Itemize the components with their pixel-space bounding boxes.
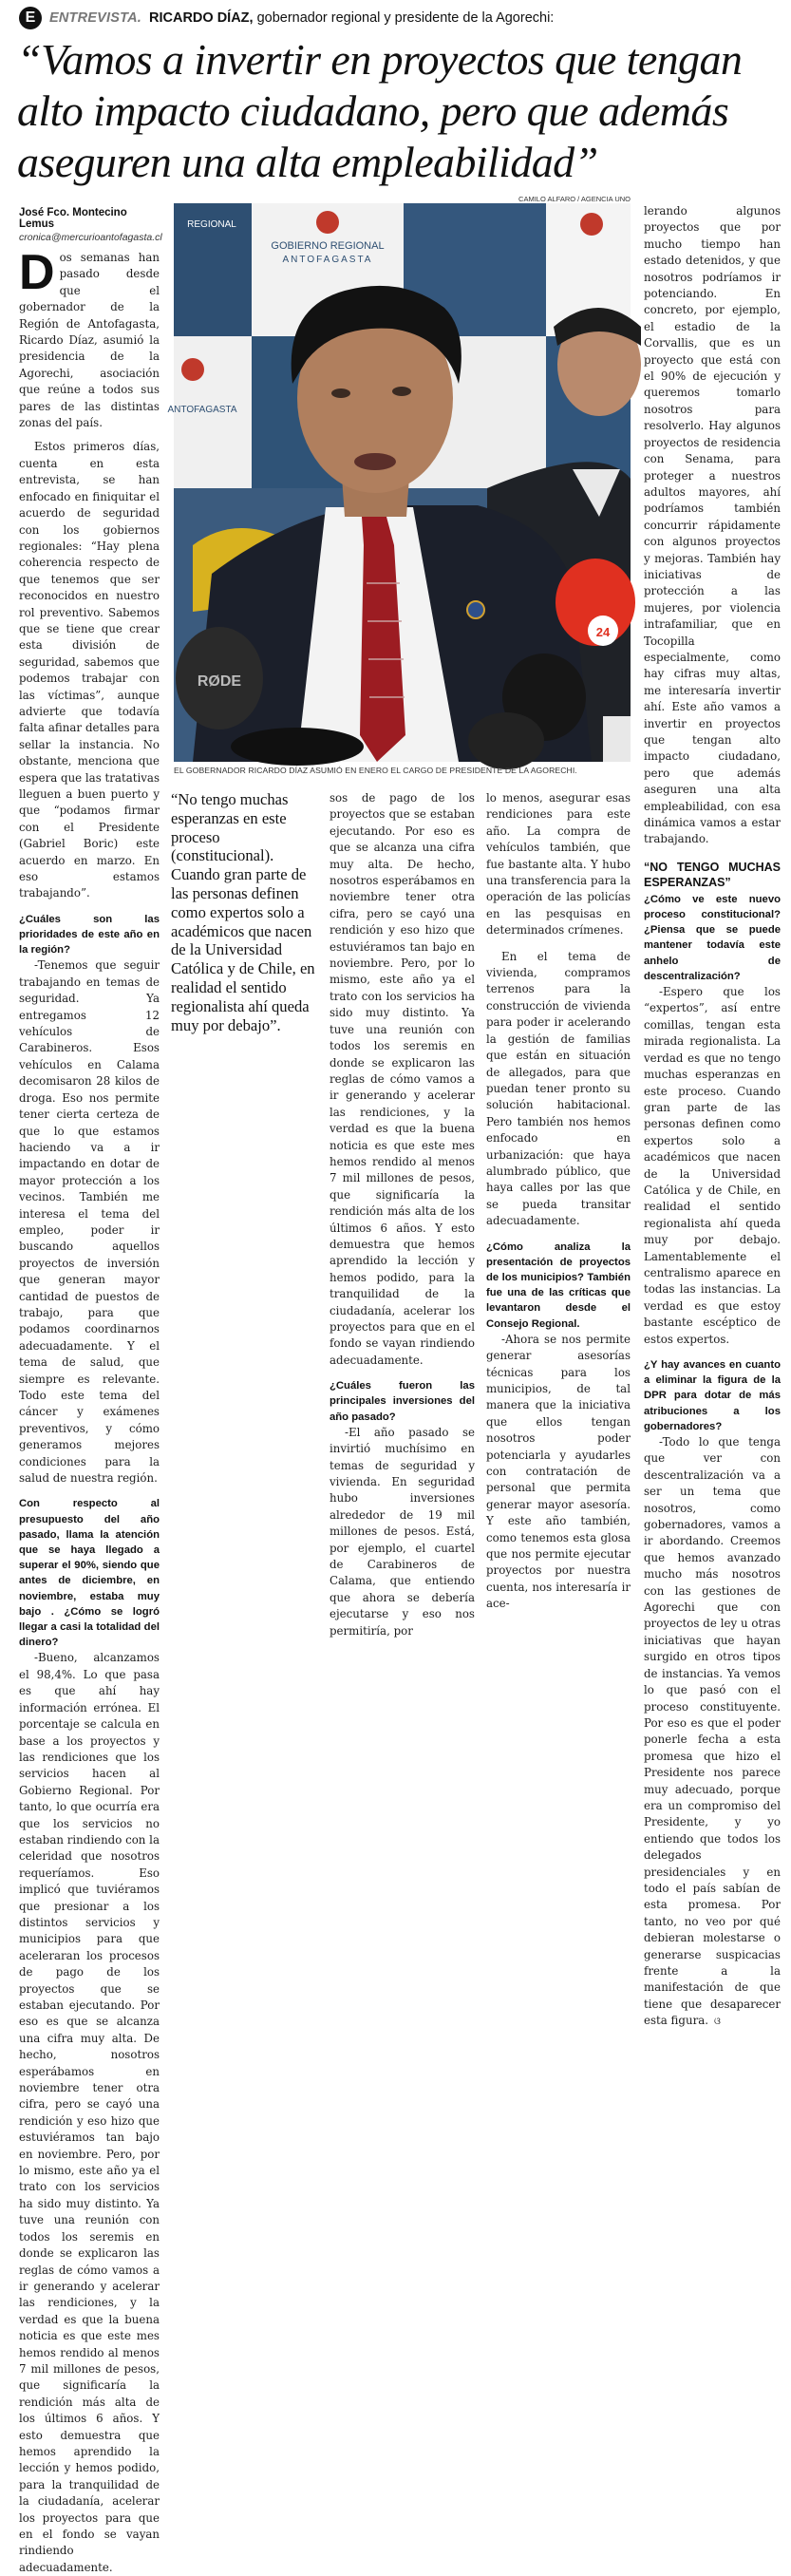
question: ¿Cómo analiza la presentación de proyectos de los municipios? También fue una de las críticas que levantaron desde el Consejo Regional. (486, 1241, 631, 1330)
body-column-2 (330, 790, 475, 1638)
lead-paragraph (19, 245, 160, 431)
body-column-1 (19, 245, 160, 2574)
photo-illustration (167, 203, 631, 762)
answer-paragraph-continued: sos de pago de los proyectos que se estaban ejecutando. Por eso es que se alcanza una cifra muy alta. De hecho, nosotros esperábamos en noviembre tener otra cifra, pero se cayó una rendición y eso hizo que estuviéramos tan bajo en noviembre. Pero, por lo mismo, este año ya el trato con los servicios ha sido muy distinto. Ya tuve una reunión con todos los seremis en donde se explicaron las reglas de cómo vamos a ir generando y acelerar las rendiciones, y la verdad es que la buena noticia es que este mes hemos rendido al menos 7 mil millones de pesos, que significaría la rendición más alta de los últimos 6 años. Y esto demuestra que hemos aprendido la lección y hemos podido, para la tranquilidad de la ciudadanía, acelerar los proyectos para que en el fondo se vayan rindiendo adecuadamente. (330, 791, 475, 1367)
answer-paragraph: -El año pasado se invirtió muchísimo en temas de seguridad y vivienda. En seguridad hubo inversiones alrededor de 19 mil millones de pesos. Está, por ejemplo, el cuartel de Carabineros de Calama, que entiendo que ahora se debería ejecutarse y eso nos permitiría, por (330, 1425, 475, 1638)
answer-paragraph: -Ahora se nos permite generar asesorías técnicas para los municipios, de tal manera que la iniciativa que ellos tengan nosotros poder potenciarla y ayudarles con contratación de personal que permita generar mayor asesoría. Y este año también, como tenemos esta glosa que nos permite ejecutar proyectos por nuestra cuenta, nos interesaría ir ace- (486, 1332, 631, 1611)
answer-paragraph-continued: lerando algunos proyectos que por mucho tiempo han estado detenidos, y que nosotros podríamos ir potenciando. En concreto, por ejemplo, el estadio de la Corvallis, que es un proyecto que está con el 90% de ejecución y queremos tomarlo nosotros para resolverlo. Hay algunos proyectos de residencia con Senama, para proteger a nuestros adultos mayores, ahí podríamos también concurrir rápidamente con algunos proyectos y mejoras. También hay iniciativas de protección a las mujeres, por violencia intrafamiliar, que en Tocopilla especialmente, como hay cifras muy altas, me interesaría invertir ahí. Este año vamos a invertir en proyectos que tengan alto impacto ciudadano, pero que además aseguren una alta empleabilidad, con esa dinámica vamos a estar trabajando. (644, 204, 781, 846)
answer-text: -Todo lo que tenga que ver con descentralización va a ser un tema que nosotros, como gobernadores, vamos a ir abordando. Creemos que hemos avanzado mucho más nosotros con las gestiones de Agorechi que con proyectos de ley u otras iniciativas que hayan surgido en otros tipos de instancias. Ya vemos lo que pasó con el proceso constituyente. Por eso es que el poder ponerle fecha a esta promesa que hizo el Presidente nos parece muy adecuado, porque era un compromiso del Presidente, y yo entiendo que todos los delegados presidenciales y en todo el país sabían de esta promesa. Por tanto, no veo por qué debieran molestarse o generarse suspicacias frente a la manifestación de que tiene que desaparecer esta figura. (644, 1435, 781, 2028)
answer-paragraph: -Espero que los “expertos”, así entre comillas, tengan esta mirada regionalista. La verdad es que no tengo muchas esperanzas en este proceso. Cuando gran parte de las personas definen como expertos solo a académicos que nacen de la Universidad Católica y de Chile, en realidad el sentido regionalista ahí queda muy por debajo. Lamentablemente el centralismo aparece en todas las instancias. La verdad es que estoy bastante escéptico de estos expertos. (644, 985, 781, 1346)
byline (19, 207, 161, 243)
backdrop-text: REGIONAL (187, 219, 236, 230)
question: ¿Cuáles son las prioridades de este año en la región? (19, 913, 160, 957)
byline-email: cronica@mercurioantofagasta.cl (19, 232, 162, 243)
logo-mark (181, 358, 204, 381)
photo-credit: CAMILO ALFARO / AGENCIA UNO (518, 195, 631, 203)
body-paragraph: Estos primeros días, cuenta en esta entrevista, se han enfocado en finiquitar el acuerdo de seguridad con los gobiernos regionales: “Hay plena coherencia respecto de que tenemos que ser reconocidos en nuestro rol preventivo. Sabemos que se tiene que crear esta división de seguridad, sabemos que podemos trabajar con las víctimas”, aunque advierte que todavía falta afinar detalles para sellar la instancia. No obstante, menciona que espera que las tratativas lleguen a buen puerto y que “podamos firmar con el Presidente (Gabriel Boric) este acuerdo en marzo. En eso estamos trabajando”. (19, 440, 160, 900)
lapel-pin (467, 601, 484, 618)
section-label: ENTREVISTA. (49, 10, 141, 26)
backdrop-text: ANTOFAGASTA (167, 405, 237, 415)
subject-mouth (354, 453, 396, 470)
body-column-3 (486, 790, 631, 1611)
answer-paragraph: -Bueno, alcanzamos el 98,4%. Lo que pasa es que ahí hay información errónea. El porcentaje se calcula en base a los proyectos y las rendiciones que los servicios hacen al Gobierno Regional. Por tanto, lo que ocurría era que los servicios no estaban rindiendo con la celeridad que nosotros requeríamos. Eso implicó que tuviéramos que presionar a los distintos servicios y municipios para que aceleraran los procesos de pago de los proyectos que se estaban ejecutando. Por eso es que se alcanza una cifra muy alta. De hecho, nosotros esperábamos en noviembre tener otra cifra, pero se cayó una rendición y eso hizo que estuviéramos tan bajo en noviembre. Pero, por lo mismo, este año ya el trato con los servicios ha sido muy distinto. Ya tuve una reunión con todos los seremis en donde se explicaron las reglas de cómo vamos a ir generando y acelerar las rendiciones, y la verdad es que la buena noticia es que este mes hemos rendido al menos 7 mil millones de pesos, que significaría la rendición más alta de los últimos 6 años. Y esto demuestra que hemos aprendido la lección y hemos podido, para la tranquilidad de la ciudadanía, acelerar los proyectos para que en el fondo se vayan rindiendo adecuadamente. (19, 1651, 160, 2574)
photo-caption: EL GOBERNADOR RICARDO DÍAZ ASUMIÓ EN ENERO EL CARGO DE PRESIDENTE DE LA AGORECHI. (174, 766, 577, 775)
microphone (468, 712, 544, 769)
subject-eye (331, 388, 350, 398)
interviewee-role: gobernador regional y presidente de la Agorechi: (256, 10, 555, 26)
pull-quote: “No tengo muchas esperanzas en este proceso (constitucional). Cuando gran parte de las personas definen como expertos solo a académicos que nacen de la Universidad Católica y de Chile, en realidad el sentido regionalista ahí queda muy por debajo”. (171, 790, 315, 1034)
answer-paragraph (644, 1434, 781, 2031)
byline-author: José Fco. Montecino Lemus (19, 207, 127, 230)
microphone (603, 716, 631, 762)
lead-text: os semanas han pasado desde que el gobernador de la Región de Antofagasta, Ricardo Díaz, asumió la presidencia de la Agorechi, asociación que reúne a todos sus pares de las distintas zonas del país. (19, 251, 160, 430)
subheading: “NO TENGO MUCHAS ESPERANZAS” (644, 860, 781, 889)
mic-channel: 24 (595, 625, 611, 639)
backdrop-text: GOBIERNO REGIONAL (271, 240, 385, 252)
drop-cap: D (19, 245, 55, 300)
body-column-4 (644, 203, 781, 2028)
answer-paragraph-continued: lo menos, asegurar esas rendiciones para este año. La compra de vehículos también, que fue bastante alta. Y hubo una transferencia para la operación de las policías en las pesquisas en determinados crímenes. (486, 791, 631, 938)
backdrop-text: ANTOFAGASTA (282, 255, 373, 265)
section-badge: E (19, 7, 42, 29)
subject-eye (392, 387, 411, 396)
mic-brand: RØDE (197, 673, 242, 690)
microphone (231, 728, 364, 766)
body-paragraph: En el tema de vivienda, compramos terrenos para la construcción de vivienda para poder ir acelerando la gestión de familias que están en situación de allegados, para que puedan tener pronto su solución habitacional. Pero también nos hemos enfocado en urbanización: que haya alumbrado público, que haya calles por las que se pueda transitar adecuadamente. (486, 949, 631, 1228)
question: ¿Cuáles fueron las principales inversiones del año pasado? (330, 1380, 475, 1423)
question: ¿Cómo ve este nuevo proceso constitucional? ¿Piensa que se puede mantener todavía este anhelo de descentralización? (644, 893, 781, 982)
headline: “Vamos a invertir en proyectos que tengan alto impacto ciudadano, pero que además aseguren una alta empleabilidad” (17, 35, 743, 186)
question: Con respecto al presupuesto del año pasado, llama la atención que se haya llegado a superar el 90%, siendo que antes de diciembre, en noviembre, estaba muy bajo . ¿Cómo se logró llegar a casi la totalidad del dinero? (19, 1498, 160, 1649)
interviewee-name: RICARDO DÍAZ, (149, 10, 254, 26)
main-photo (167, 203, 631, 762)
logo-mark (580, 213, 603, 236)
section-kicker (19, 6, 554, 30)
question: ¿Y hay avances en cuanto a eliminar la figura de la DPR para dotar de más atribuciones a los gobernadores? (644, 1359, 781, 1432)
logo-mark (316, 211, 339, 234)
end-mark-icon: ଓ (714, 2017, 721, 2028)
answer-paragraph: -Tenemos que seguir trabajando en temas de seguridad. Ya entregamos 12 vehículos de Carabineros. Esos vehículos en Calama decomisaron 28 kilos de droga. Eso nos permite tener cierta certeza de que lo que estamos haciendo va a ir impactando en dotar de mayor protección a los vecinos. También me interesa el tema del empleo, poder ir buscando aquellos proyectos de inversión que generan mayor cantidad de puestos de trabajo, para que podamos coordinarnos adecuadamente. Y el tema de salud, que siempre es relevante. Todo este tema del cáncer y exámenes preventivos, y cómo generamos mejores condiciones para la salud de nuestra región. (19, 958, 160, 1486)
